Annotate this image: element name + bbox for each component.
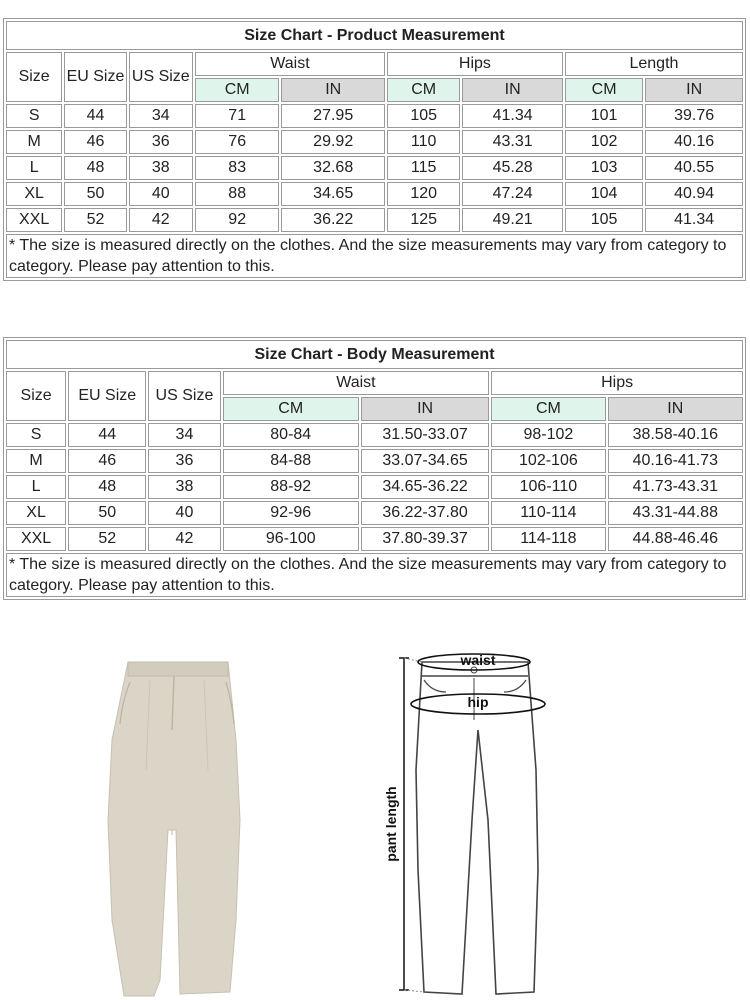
header-size: Size xyxy=(6,52,62,102)
cell-size: XL xyxy=(6,182,62,206)
table-row xyxy=(6,449,743,473)
header-waist: Waist xyxy=(195,52,385,76)
header-hips: Hips xyxy=(387,52,563,76)
cell-us-size: 42 xyxy=(129,208,193,232)
header-hips-in: IN xyxy=(608,397,743,421)
cell-hips-cm: 115 xyxy=(387,156,460,180)
cell-eu-size: 44 xyxy=(68,423,146,447)
cell-length-cm: 104 xyxy=(565,182,643,206)
cell-hips-in: 43.31-44.88 xyxy=(608,501,743,525)
table-row xyxy=(6,208,743,232)
cell-us-size: 34 xyxy=(148,423,220,447)
header-length: Length xyxy=(565,52,743,76)
cell-eu-size: 46 xyxy=(68,449,146,473)
cell-waist-in: 32.68 xyxy=(281,156,385,180)
header-waist-cm: CM xyxy=(223,397,359,421)
cell-eu-size: 50 xyxy=(68,501,146,525)
cell-waist-in: 33.07-34.65 xyxy=(361,449,489,473)
cell-length-in: 40.55 xyxy=(645,156,743,180)
cell-waist-in: 36.22-37.80 xyxy=(361,501,489,525)
cell-hips-in: 41.73-43.31 xyxy=(608,475,743,499)
hip-label: hip xyxy=(467,694,489,710)
cell-hips-cm: 114-118 xyxy=(491,527,605,551)
body-size-table xyxy=(4,338,745,599)
table-row xyxy=(6,527,743,551)
cell-hips-in: 44.88-46.46 xyxy=(608,527,743,551)
cell-length-in: 39.76 xyxy=(645,104,743,128)
header-hips-in: IN xyxy=(462,78,563,102)
cell-eu-size: 48 xyxy=(64,156,126,180)
body-chart-note: * The size is measured directly on the clothes. And the size measurements may vary from category to category. Please pay attention to this. xyxy=(6,553,743,597)
header-hips: Hips xyxy=(491,371,743,395)
cell-hips-in: 40.16-41.73 xyxy=(608,449,743,473)
cell-size: XL xyxy=(6,501,66,525)
cell-length-cm: 105 xyxy=(565,208,643,232)
cell-size: L xyxy=(6,475,66,499)
header-waist-cm: CM xyxy=(195,78,279,102)
product-chart-note: * The size is measured directly on the clothes. And the size measurements may vary from category to category. Please pay attention to this. xyxy=(6,234,743,278)
header-eu-size: EU Size xyxy=(68,371,146,421)
header-size: Size xyxy=(6,371,66,421)
cell-length-in: 40.16 xyxy=(645,130,743,154)
cell-eu-size: 52 xyxy=(64,208,126,232)
cell-us-size: 36 xyxy=(129,130,193,154)
cell-hips-cm: 120 xyxy=(387,182,460,206)
cell-eu-size: 50 xyxy=(64,182,126,206)
cell-waist-cm: 83 xyxy=(195,156,279,180)
cell-hips-in: 43.31 xyxy=(462,130,563,154)
cell-waist-cm: 92 xyxy=(195,208,279,232)
cell-waist-cm: 71 xyxy=(195,104,279,128)
cell-waist-in: 27.95 xyxy=(281,104,385,128)
header-us-size: US Size xyxy=(129,52,193,102)
cell-size: S xyxy=(6,423,66,447)
cell-hips-in: 47.24 xyxy=(462,182,563,206)
header-waist-in: IN xyxy=(361,397,489,421)
cell-hips-cm: 110 xyxy=(387,130,460,154)
product-chart-title: Size Chart - Product Measurement xyxy=(6,21,743,50)
pant-length-label: pant length xyxy=(383,786,399,862)
cell-length-in: 41.34 xyxy=(645,208,743,232)
cell-size: XXL xyxy=(6,527,66,551)
cell-hips-in: 45.28 xyxy=(462,156,563,180)
product-size-chart xyxy=(3,18,746,281)
cell-us-size: 34 xyxy=(129,104,193,128)
cell-waist-cm: 84-88 xyxy=(223,449,359,473)
cell-waist-cm: 80-84 xyxy=(223,423,359,447)
cell-hips-in: 49.21 xyxy=(462,208,563,232)
header-length-in: IN xyxy=(645,78,743,102)
table-row xyxy=(6,156,743,180)
cell-eu-size: 48 xyxy=(68,475,146,499)
cell-waist-in: 36.22 xyxy=(281,208,385,232)
header-hips-cm: CM xyxy=(491,397,605,421)
cell-hips-cm: 102-106 xyxy=(491,449,605,473)
cell-hips-in: 41.34 xyxy=(462,104,563,128)
cell-hips-cm: 110-114 xyxy=(491,501,605,525)
cell-eu-size: 46 xyxy=(64,130,126,154)
cell-us-size: 38 xyxy=(148,475,220,499)
cell-waist-in: 29.92 xyxy=(281,130,385,154)
cell-length-cm: 101 xyxy=(565,104,643,128)
pants-photo xyxy=(108,662,240,996)
table-row xyxy=(6,475,743,499)
cell-size: L xyxy=(6,156,62,180)
cell-us-size: 40 xyxy=(129,182,193,206)
body-chart-title: Size Chart - Body Measurement xyxy=(6,340,743,369)
cell-hips-cm: 106-110 xyxy=(491,475,605,499)
cell-size: M xyxy=(6,130,62,154)
header-eu-size: EU Size xyxy=(64,52,126,102)
cell-waist-cm: 92-96 xyxy=(223,501,359,525)
cell-hips-cm: 125 xyxy=(387,208,460,232)
header-waist-in: IN xyxy=(281,78,385,102)
cell-size: S xyxy=(6,104,62,128)
cell-waist-in: 37.80-39.37 xyxy=(361,527,489,551)
cell-length-in: 40.94 xyxy=(645,182,743,206)
body-table-body xyxy=(6,423,743,551)
cell-eu-size: 52 xyxy=(68,527,146,551)
cell-us-size: 36 xyxy=(148,449,220,473)
cell-waist-in: 34.65 xyxy=(281,182,385,206)
cell-length-cm: 103 xyxy=(565,156,643,180)
cell-waist-in: 31.50-33.07 xyxy=(361,423,489,447)
cell-us-size: 42 xyxy=(148,527,220,551)
cell-us-size: 38 xyxy=(129,156,193,180)
header-waist: Waist xyxy=(223,371,490,395)
product-size-table xyxy=(4,19,745,280)
header-length-cm: CM xyxy=(565,78,643,102)
cell-waist-cm: 96-100 xyxy=(223,527,359,551)
pants-illustration-area xyxy=(0,620,750,1000)
table-row xyxy=(6,182,743,206)
cell-hips-cm: 98-102 xyxy=(491,423,605,447)
waist-label: waist xyxy=(460,652,496,668)
cell-waist-in: 34.65-36.22 xyxy=(361,475,489,499)
cell-waist-cm: 88-92 xyxy=(223,475,359,499)
header-us-size: US Size xyxy=(148,371,220,421)
cell-hips-cm: 105 xyxy=(387,104,460,128)
cell-length-cm: 102 xyxy=(565,130,643,154)
pants-diagram xyxy=(383,652,545,994)
table-row xyxy=(6,130,743,154)
header-hips-cm: CM xyxy=(387,78,460,102)
body-size-chart xyxy=(3,337,746,600)
table-row xyxy=(6,104,743,128)
product-table-body xyxy=(6,104,743,232)
table-row xyxy=(6,423,743,447)
cell-hips-in: 38.58-40.16 xyxy=(608,423,743,447)
cell-size: XXL xyxy=(6,208,62,232)
cell-waist-cm: 76 xyxy=(195,130,279,154)
cell-us-size: 40 xyxy=(148,501,220,525)
table-row xyxy=(6,501,743,525)
cell-size: M xyxy=(6,449,66,473)
cell-eu-size: 44 xyxy=(64,104,126,128)
cell-waist-cm: 88 xyxy=(195,182,279,206)
